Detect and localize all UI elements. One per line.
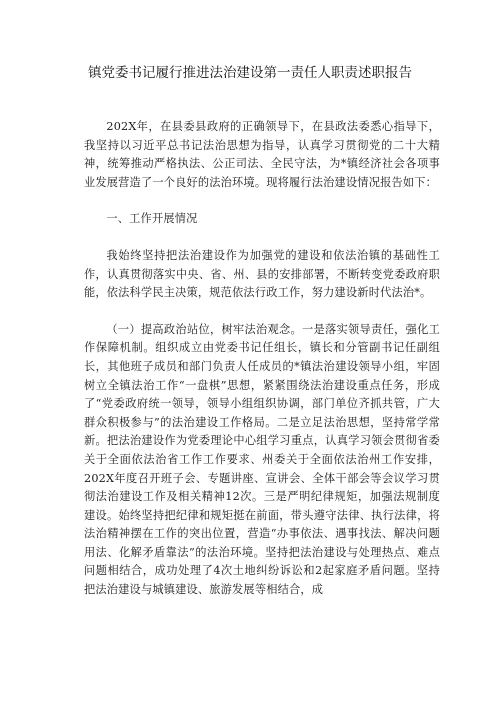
body-paragraph: 我始终坚持把法治建设作为加强党的建设和依法治镇的基础性工作，认真贯彻落实中央、省、州、县的安排部署，不断转变党委政府职能，依法科学民主决策，规范依法行政工作，努力建设新时代法治*。 [84, 248, 440, 300]
intro-paragraph: 202X年，在县委县政府的正确领导下，在县政法委悉心指导下，我坚持以习近平总书记法治思想为指导，认真学习贯彻党的二十大精神，统筹推动严格执法、公正司法、全民守法，为*镇经济社会各项事业发展营造了一个良好的法治环境。现将履行法治建设情况报告如下： [84, 120, 440, 189]
subsection-paragraph: （一）提高政治站位，树牢法治观念。一是落实领导责任，强化工作保障机制。组织成立由党委书记任组长，镇长和分管副书记任副组长，其他班子成员和部门负责人任成员的*镇法治建设领导小组，牢固树立全镇法治工作“一盘棋”思想，紧紧围绕法治建设重点任务，形成了“党委政府统一领导，领导小组组织协调，部门单位齐抓共管，广大群众积极参与”的法治建设工作格局。二是立足法治思想，坚持常学常新。把法治建设作为党委理论中心组学习重点，认真学习领会贯彻省委关于全面依法治省工作工作要求、州委关于全面依法治州工作安排，202X年度召开班子会、专题讲座、宣讲会、全体干部会等会议学习贯彻法治建设工作及相关精神12次。三是严明纪律规矩，加强法规制度建设。始终坚持把纪律和规矩挺在前面，带头遵守法律、执行法律，将法治精神摆在工作的突出位置，营造“办事依法、遇事找法、解决问题用法、化解矛盾靠法”的法治环境。坚持把法治建设与处理热点、难点问题相结合，成功处理了4次土地纠纷诉讼和2起家庭矛盾问题。坚持把法治建设与城镇建设、旅游发展等相结合，成 [84, 322, 440, 597]
document-body [84, 118, 440, 600]
document-title: 镇党委书记履行推进法治建设第一责任人职责述职报告 [88, 65, 412, 81]
section-heading: 一、工作开展情况 [106, 212, 198, 226]
